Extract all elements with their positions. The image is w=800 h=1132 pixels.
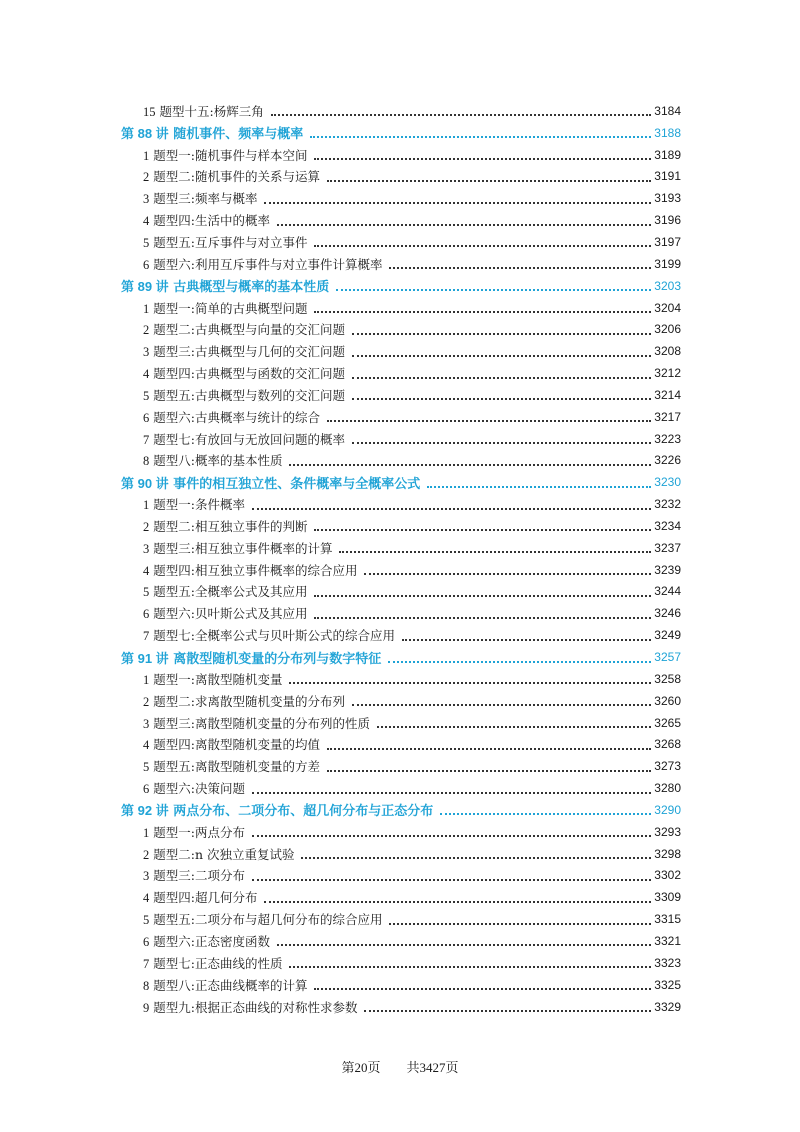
item-number: 1 [143,301,150,316]
page-ref: 3323 [654,955,681,970]
toc-entry-label [143,233,311,251]
page-ref: 3184 [654,103,681,118]
leader-dots [327,179,651,182]
page-number: 第20页 [341,1060,381,1075]
leader-dots [336,288,651,291]
leader-dots [252,791,651,794]
toc-entry-label [143,211,274,229]
item-title: 题型四:超几何分布 [153,890,258,906]
leader-dots [252,507,651,510]
page-ref: 3199 [654,256,681,271]
toc-entry-label [143,866,249,884]
chapter-title: 古典概型与概率的基本性质 [173,279,330,295]
toc-entry-label [143,299,311,317]
page-ref: 3206 [654,322,681,337]
page-ref: 3258 [654,671,681,686]
toc-item-row[interactable] [121,187,681,209]
toc-item-row[interactable] [121,144,681,166]
leader-dots [264,201,651,204]
toc-item-row[interactable] [121,668,681,690]
toc-chapter-row[interactable] [121,122,681,144]
toc-item-row[interactable] [121,100,681,122]
item-number: 2 [143,847,150,862]
page-ref: 3249 [654,628,681,643]
item-number: 8 [143,454,150,469]
toc-item-row[interactable] [121,297,681,319]
leader-dots [252,878,651,881]
page-ref: 3280 [654,781,681,796]
toc-entry-label [143,561,361,579]
chapter-number: 第 90 讲 [121,475,169,491]
chapter-number: 第 88 讲 [121,126,169,142]
item-title: 题型一:简单的古典概型问题 [153,300,308,316]
leader-dots [289,965,651,968]
toc-item-row[interactable] [121,166,681,188]
item-title: 题型四:离散型随机变量的均值 [153,737,320,753]
toc-item-row[interactable] [121,384,681,406]
page-ref: 3321 [654,933,681,948]
toc-item-row[interactable] [121,428,681,450]
toc-item-row[interactable] [121,843,681,865]
page-ref: 3230 [654,475,681,490]
item-number: 1 [143,498,150,513]
leader-dots [389,922,651,925]
toc-entry-label [143,910,386,928]
chapter-title: 两点分布、二项分布、超几何分布与正态分布 [173,803,434,819]
page-ref: 3212 [654,366,681,381]
leader-dots [352,397,651,400]
leader-dots [264,900,651,903]
item-number: 4 [143,738,150,753]
item-number: 2 [143,519,150,534]
page-ref: 3302 [654,868,681,883]
item-number: 5 [143,913,150,928]
toc-item-row[interactable] [121,777,681,799]
page-ref: 3298 [654,846,681,861]
page-ref: 3223 [654,431,681,446]
item-number: 6 [143,410,150,425]
toc-entry-label [143,626,399,644]
chapter-title: 离散型随机变量的分布列与数字特征 [173,650,382,666]
toc-item-row[interactable] [121,624,681,646]
toc-entry-label [143,102,268,120]
page-ref: 3257 [654,650,681,665]
item-title: 题型五:离散型随机变量的方差 [153,759,320,775]
item-title: 题型七:正态曲线的性质 [153,955,283,971]
toc-item-row[interactable] [121,493,681,515]
toc-entry-label [143,255,386,273]
toc-item-row[interactable] [121,253,681,275]
item-number: 6 [143,934,150,949]
page-ref: 3204 [654,300,681,315]
item-title: 题型八:概率的基本性质 [153,453,283,469]
toc-item-row[interactable] [121,340,681,362]
page-ref: 3325 [654,977,681,992]
toc-chapter-row[interactable] [121,275,681,297]
chapter-number: 第 91 讲 [121,650,169,666]
leader-dots [314,157,651,160]
table-of-contents [121,100,681,1017]
toc-entry-label [143,430,349,448]
item-number: 1 [143,825,150,840]
item-number: 3 [143,869,150,884]
item-number: 3 [143,716,150,731]
item-number: 15 [143,104,156,119]
leader-dots [377,725,651,728]
page-ref: 3191 [654,169,681,184]
toc-entry-label [143,954,286,972]
page-ref: 3188 [654,125,681,140]
item-number: 6 [143,257,150,272]
leader-dots [352,354,651,357]
toc-item-row[interactable] [121,581,681,603]
toc-entry-label [143,364,349,382]
item-number: 3 [143,345,150,360]
toc-entry-label [143,976,311,994]
leader-dots [289,681,651,684]
toc-entry-label [143,735,324,753]
toc-item-row[interactable] [121,406,681,428]
leader-dots [327,419,651,422]
item-title: 题型三:古典概型与几何的交汇问题 [153,344,345,360]
item-title: 题型二:求离散型随机变量的分布列 [153,693,345,709]
toc-entry-label [143,692,349,710]
toc-item-row[interactable] [121,974,681,996]
leader-dots [364,572,651,575]
item-number: 5 [143,585,150,600]
toc-entry-label [143,888,261,906]
item-number: 9 [143,1000,150,1015]
page-ref: 3260 [654,693,681,708]
leader-dots [402,638,651,641]
leader-dots [310,135,651,138]
page-ref: 3239 [654,562,681,577]
item-title: 题型五:互斥事件与对立事件 [153,234,308,250]
item-number: 7 [143,956,150,971]
chapter-number: 第 92 讲 [121,803,169,819]
toc-entry-label [143,146,311,164]
item-title: 题型四:古典概型与函数的交汇问题 [153,366,345,382]
item-number: 8 [143,978,150,993]
item-title: 题型二:相互独立事件的判断 [153,518,308,534]
page-ref: 3193 [654,191,681,206]
item-title: 题型三:频率与概率 [153,191,258,207]
leader-dots [327,769,651,772]
toc-entry-label [143,386,349,404]
item-title: 题型五:二项分布与超几何分布的综合应用 [153,912,383,928]
page-ref: 3234 [654,518,681,533]
leader-dots [427,485,651,488]
item-title: 题型三:离散型随机变量的分布列的性质 [153,715,370,731]
item-title: 题型四:生活中的概率 [153,213,270,229]
page-ref: 3273 [654,759,681,774]
toc-entry-label [143,932,274,950]
leader-dots [277,943,651,946]
item-number: 6 [143,782,150,797]
item-title: 题型七:全概率公式与贝叶斯公式的综合应用 [153,628,395,644]
item-title: 题型一:条件概率 [153,497,245,513]
toc-item-row[interactable] [121,755,681,777]
leader-dots [352,703,651,706]
toc-item-row[interactable] [121,712,681,734]
page-ref: 3217 [654,409,681,424]
toc-entry-label [143,495,249,513]
leader-dots [327,747,651,750]
leader-dots [314,616,651,619]
leader-dots [352,441,651,444]
toc-item-row[interactable] [121,821,681,843]
page-ref: 3203 [654,278,681,293]
total-pages: 共3427页 [406,1060,459,1075]
toc-entry-label [143,670,286,688]
toc-item-row[interactable] [121,930,681,952]
page-ref: 3208 [654,344,681,359]
toc-entry-label [143,539,336,557]
toc-entry-label [143,517,311,535]
item-title: 题型一:两点分布 [153,824,245,840]
leader-dots [314,244,651,247]
page-ref: 3214 [654,387,681,402]
toc-item-row[interactable] [121,318,681,340]
leader-dots [252,834,651,837]
leader-dots [388,660,651,663]
leader-dots [289,463,651,466]
page-ref: 3237 [654,540,681,555]
toc-item-row[interactable] [121,952,681,974]
toc-entry-label [121,473,424,492]
item-number: 4 [143,214,150,229]
page-ref: 3309 [654,890,681,905]
item-title: 题型五:古典概型与数列的交汇问题 [153,387,345,403]
item-title: 题型六:古典概率与统计的综合 [153,409,320,425]
toc-entry-label [143,845,298,863]
item-title: 题型六:正态密度函数 [153,933,270,949]
page-ref: 3329 [654,999,681,1014]
item-title: 题型二:n 次独立重复试验 [153,846,295,862]
toc-entry-label [121,123,307,142]
toc-item-row[interactable] [121,996,681,1018]
leader-dots [352,376,651,379]
toc-entry-label [121,648,385,667]
page-footer [0,1057,800,1076]
item-title: 题型一:离散型随机变量 [153,671,283,687]
item-number: 5 [143,235,150,250]
toc-entry-label [121,800,437,819]
toc-chapter-row[interactable] [121,471,681,493]
page-ref: 3189 [654,147,681,162]
item-title: 题型二:随机事件的关系与运算 [153,169,320,185]
page-ref: 3196 [654,213,681,228]
item-number: 2 [143,323,150,338]
leader-dots [314,528,651,531]
toc-item-row[interactable] [121,515,681,537]
item-title: 题型六:利用互斥事件与对立事件计算概率 [153,256,383,272]
toc-entry-label [143,714,374,732]
leader-dots [277,223,651,226]
toc-item-row[interactable] [121,865,681,887]
leader-dots [389,266,651,269]
item-number: 1 [143,148,150,163]
item-title: 题型五:全概率公式及其应用 [153,584,308,600]
page-ref: 3265 [654,715,681,730]
chapter-number: 第 89 讲 [121,279,169,295]
item-title: 题型七:有放回与无放回问题的概率 [153,431,345,447]
toc-entry-label [143,342,349,360]
toc-entry-label [121,276,333,295]
leader-dots [352,332,651,335]
page-ref: 3244 [654,584,681,599]
item-title: 题型十五:杨辉三角 [159,103,264,119]
leader-dots [339,550,651,553]
item-title: 题型六:贝叶斯公式及其应用 [153,606,308,622]
chapter-title: 随机事件、频率与概率 [173,126,304,142]
item-number: 1 [143,672,150,687]
item-number: 4 [143,367,150,382]
toc-chapter-row[interactable] [121,646,681,668]
toc-entry-label [143,823,249,841]
item-title: 题型一:随机事件与样本空间 [153,147,308,163]
toc-entry-label [143,320,349,338]
item-title: 题型八:正态曲线概率的计算 [153,977,308,993]
toc-entry-label [143,189,261,207]
toc-entry-label [143,779,249,797]
leader-dots [440,812,651,815]
leader-dots [314,310,651,313]
item-number: 2 [143,170,150,185]
toc-entry-label [143,582,311,600]
page-ref: 3293 [654,824,681,839]
toc-item-row[interactable] [121,231,681,253]
toc-item-row[interactable] [121,559,681,581]
page-ref: 3197 [654,234,681,249]
toc-item-row[interactable] [121,450,681,472]
item-number: 7 [143,432,150,447]
toc-item-row[interactable] [121,602,681,624]
item-number: 6 [143,607,150,622]
item-title: 题型二:古典概型与向量的交汇问题 [153,322,345,338]
item-title: 题型三:二项分布 [153,868,245,884]
chapter-title: 事件的相互独立性、条件概率与全概率公式 [173,475,421,491]
toc-item-row[interactable] [121,362,681,384]
leader-dots [314,594,651,597]
item-number: 2 [143,694,150,709]
toc-entry-label [143,408,324,426]
toc-chapter-row[interactable] [121,799,681,821]
page-ref: 3226 [654,453,681,468]
leader-dots [314,987,651,990]
toc-entry-label [143,167,324,185]
item-number: 4 [143,891,150,906]
toc-entry-label [143,604,311,622]
toc-entry-label [143,757,324,775]
item-title: 题型三:相互独立事件概率的计算 [153,540,333,556]
toc-item-row[interactable] [121,537,681,559]
item-number: 3 [143,541,150,556]
leader-dots [301,856,651,859]
page-ref: 3246 [654,606,681,621]
item-number: 5 [143,388,150,403]
page-ref: 3268 [654,737,681,752]
leader-dots [364,1009,651,1012]
toc-item-row[interactable] [121,908,681,930]
toc-item-row[interactable] [121,733,681,755]
item-number: 4 [143,563,150,578]
page-ref: 3232 [654,497,681,512]
toc-item-row[interactable] [121,690,681,712]
toc-entry-label [143,998,361,1016]
item-title: 题型四:相互独立事件概率的综合应用 [153,562,358,578]
item-title: 题型九:根据正态曲线的对称性求参数 [153,999,358,1015]
item-number: 3 [143,192,150,207]
leader-dots [271,113,652,116]
toc-item-row[interactable] [121,209,681,231]
item-number: 5 [143,760,150,775]
page-ref: 3315 [654,912,681,927]
page-ref: 3290 [654,802,681,817]
toc-item-row[interactable] [121,886,681,908]
toc-entry-label [143,451,286,469]
item-number: 7 [143,629,150,644]
item-title: 题型六:决策问题 [153,781,245,797]
